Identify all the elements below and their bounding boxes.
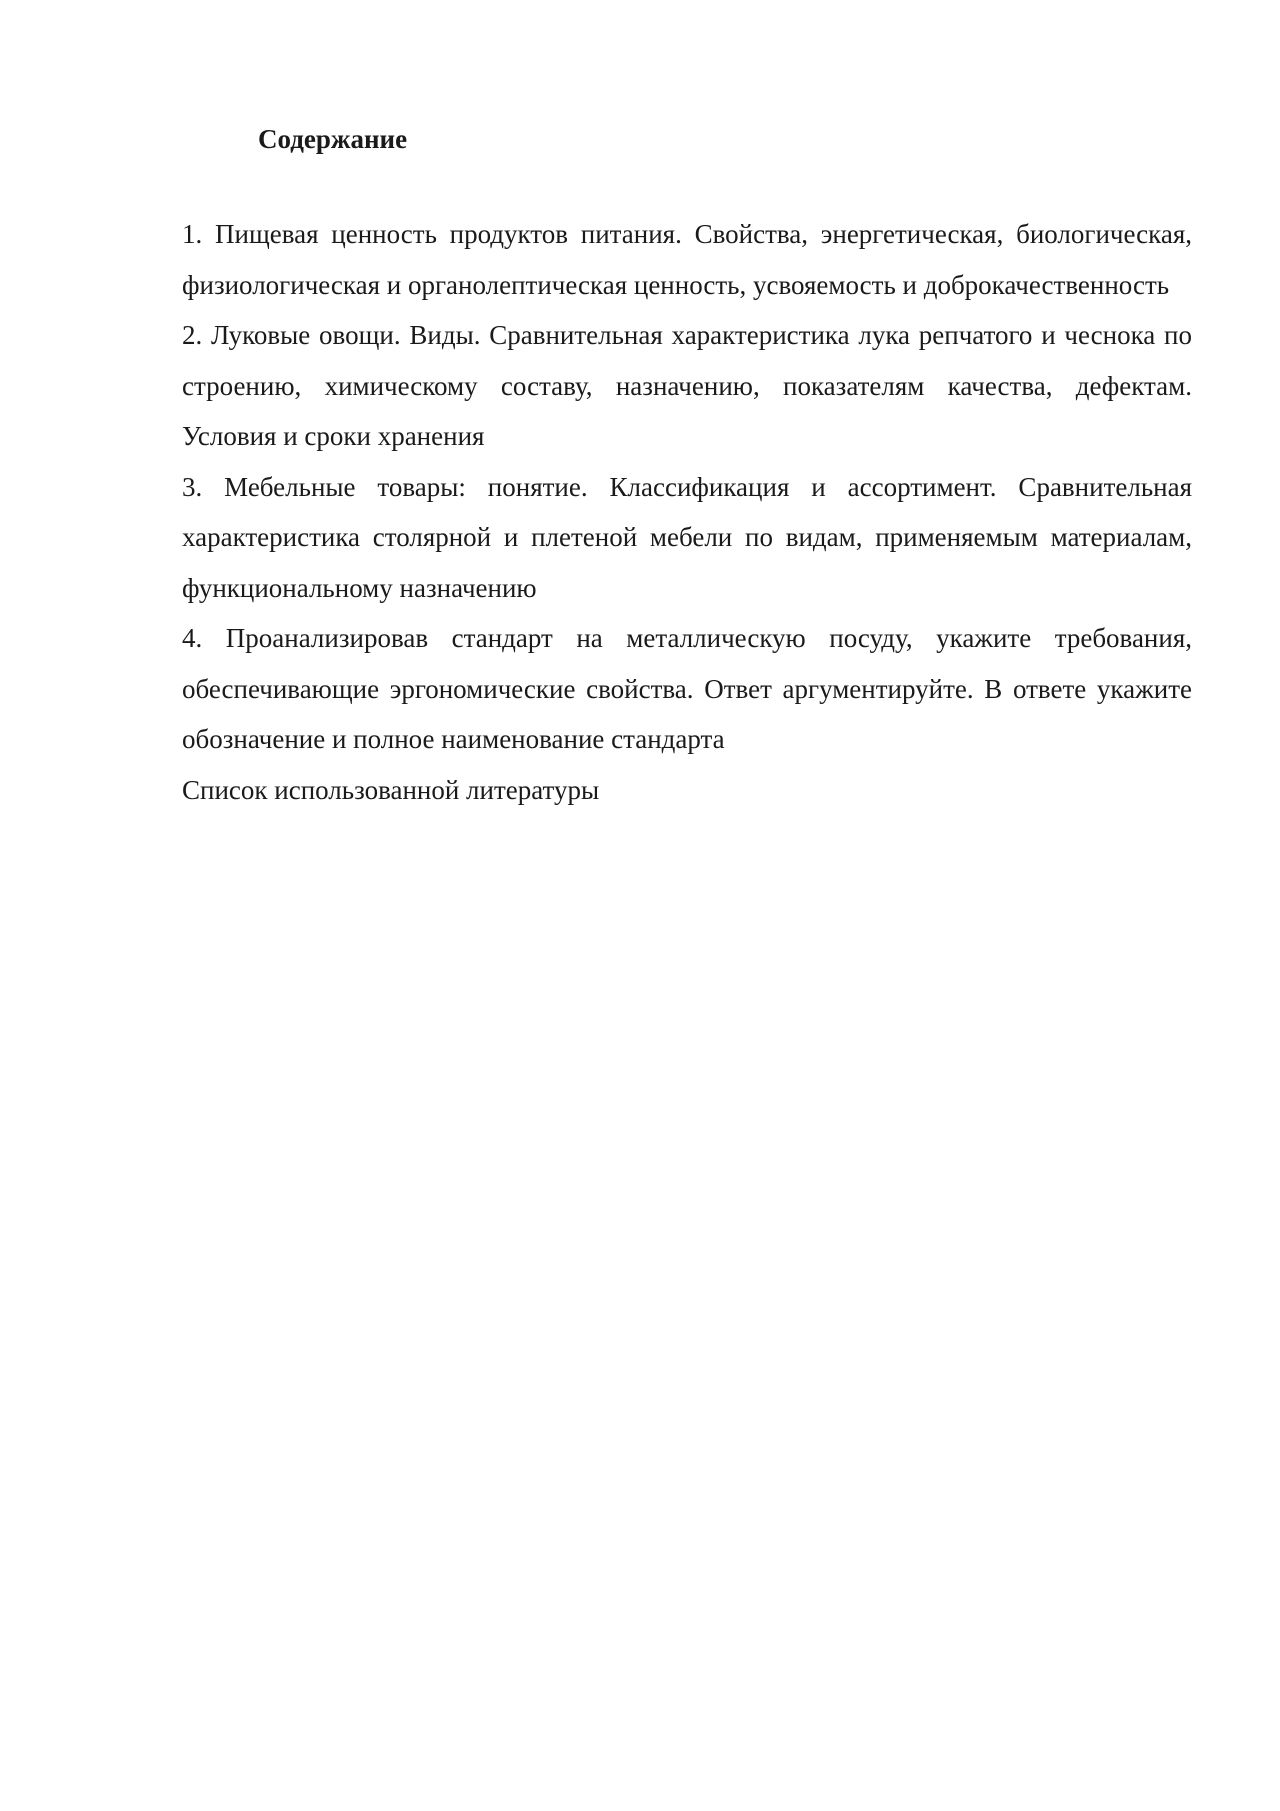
toc-entry-1: 1. Пищевая ценность продуктов питания. Свойства, энергетическая, биологическая, физиологическая и органолептическая ценность, усвояемость и доброкачественность xyxy=(182,219,1192,300)
toc-entry-2: 2. Луковые овощи. Виды. Сравнительная характеристика лука репчатого и чеснока по строению, химическому составу, назначению, показателям качества, дефектам. Условия и сроки хранения xyxy=(182,320,1192,451)
page-title: Содержание xyxy=(258,124,408,154)
toc-entry-references: Список использованной литературы xyxy=(182,774,600,805)
toc-entry-3: 3. Мебельные товары: понятие. Классификация и ассортимент. Сравнительная характеристика столярной и плетеной мебели по видам, применяемым материалам, функциональному назначению xyxy=(182,471,1192,603)
table-of-contents xyxy=(182,209,1192,815)
toc-entry-4: 4. Проанализировав стандарт на металлическую посуду, укажите требования, обеспечивающие эргономические свойства. Ответ аргументируйте. В ответе укажите обозначение и полное наименование стандарта xyxy=(182,623,1192,754)
